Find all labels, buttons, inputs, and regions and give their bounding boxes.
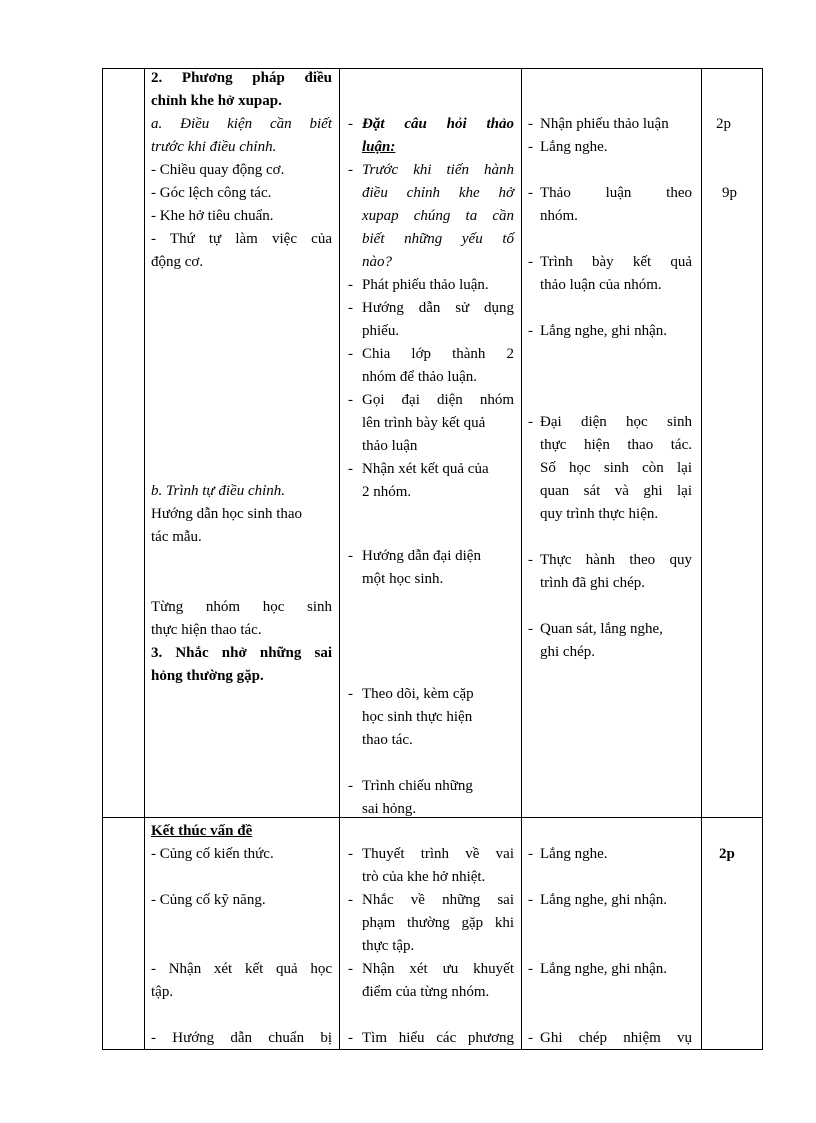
dash-marker: - xyxy=(348,277,353,293)
table-border-right xyxy=(762,68,763,1050)
dash-marker: - xyxy=(528,846,533,862)
dash-marker: - xyxy=(348,548,353,564)
discussion-question-label-line2: luận: xyxy=(362,139,396,155)
column-divider-2 xyxy=(339,68,340,1050)
section-heading-conclusion: Kết thúc vấn đề xyxy=(151,823,253,839)
discussion-question-line: biết những yếu tố xyxy=(362,231,514,247)
section-heading-line2: chỉnh khe hở xupap. xyxy=(151,93,282,109)
dash-marker: - xyxy=(528,116,533,132)
teacher-activity: Chia lớp thành 2 xyxy=(362,346,514,362)
teacher-activity-line: phạm thường gặp khi xyxy=(362,915,514,931)
student-activity-line: ghi chép. xyxy=(540,644,595,660)
column-divider-4 xyxy=(701,68,702,1050)
student-activity-line: thực hiện thao tác. xyxy=(540,437,692,453)
dash-marker: - xyxy=(528,414,533,430)
teacher-activity-line: thực tập. xyxy=(362,938,415,954)
discussion-question-line: xupap chúng ta cần xyxy=(362,208,514,224)
row-divider xyxy=(102,817,763,818)
student-activity: Trình bày kết quả xyxy=(540,254,692,270)
teacher-activity: Nhận xét ưu khuyết xyxy=(362,961,514,977)
list-item: - Chiều quay động cơ. xyxy=(151,162,285,178)
time-value: 9p xyxy=(722,185,737,201)
section-heading-3-line2: hỏng thường gặp. xyxy=(151,668,264,684)
teacher-activity: Nhận xét kết quả của xyxy=(362,461,489,477)
teacher-activity-line: thảo luận xyxy=(362,438,418,454)
dash-marker: - xyxy=(528,139,533,155)
dash-marker: - xyxy=(528,254,533,270)
student-activity-line: nhóm. xyxy=(540,208,578,224)
section-heading: 2. Phương pháp điều xyxy=(151,70,332,86)
list-item-line2: tập. xyxy=(151,984,174,1000)
teacher-activity: Nhắc về những sai xyxy=(362,892,514,908)
student-activity: Đại diện học sinh xyxy=(540,414,692,430)
dash-marker: - xyxy=(528,1030,533,1046)
dash-marker: - xyxy=(348,686,353,702)
discussion-question-line: điều chỉnh khe hở xyxy=(362,185,514,201)
list-item-line2: động cơ. xyxy=(151,254,204,270)
list-item: - Hướng dẫn chuẩn bị xyxy=(151,1030,332,1046)
teacher-activity-line: trò của khe hở nhiệt. xyxy=(362,869,486,885)
student-activity: Lắng nghe, ghi nhận. xyxy=(540,961,668,977)
subsection-a: a. Điều kiện cần biết xyxy=(151,116,332,132)
student-activity-line: quy trình thực hiện. xyxy=(540,506,659,522)
student-activity: Lắng nghe. xyxy=(540,846,608,862)
column-divider-1 xyxy=(144,68,145,1050)
dash-marker: - xyxy=(348,1030,353,1046)
column-divider-3 xyxy=(521,68,522,1050)
teacher-activity: Theo dõi, kèm cặp xyxy=(362,686,474,702)
paragraph-line2: thực hiện thao tác. xyxy=(151,622,262,638)
teacher-activity-line: phiếu. xyxy=(362,323,400,339)
list-item: - Củng cố kiến thức. xyxy=(151,846,274,862)
dash-marker: - xyxy=(528,185,533,201)
discussion-question: Trước khi tiến hành xyxy=(362,162,514,178)
student-activity: Thực hành theo quy xyxy=(540,552,692,568)
teacher-activity: Hướng dẫn đại diện xyxy=(362,548,481,564)
discussion-question-line: nào? xyxy=(362,254,392,270)
paragraph-line2: tác mẫu. xyxy=(151,529,202,545)
dash-marker: - xyxy=(348,961,353,977)
teacher-activity: Trình chiếu những xyxy=(362,778,473,794)
dash-marker: - xyxy=(348,116,353,132)
student-activity-line: quan sát và ghi lại xyxy=(540,483,692,499)
student-activity: Lắng nghe, ghi nhận. xyxy=(540,323,668,339)
list-item: - Nhận xét kết quả học xyxy=(151,961,332,977)
dash-marker: - xyxy=(348,461,353,477)
dash-marker: - xyxy=(348,346,353,362)
dash-marker: - xyxy=(528,323,533,339)
subsection-b: b. Trình tự điều chỉnh. xyxy=(151,483,286,499)
dash-marker: - xyxy=(348,392,353,408)
dash-marker: - xyxy=(348,778,353,794)
teacher-activity-line: lên trình bày kết quả xyxy=(362,415,486,431)
teacher-activity-line: thao tác. xyxy=(362,732,413,748)
dash-marker: - xyxy=(528,552,533,568)
teacher-activity: Phát phiếu thảo luận. xyxy=(362,277,489,293)
dash-marker: - xyxy=(348,892,353,908)
subsection-a-line2: trước khi điều chỉnh. xyxy=(151,139,277,155)
discussion-question-label: Đặt câu hỏi thảo xyxy=(362,116,514,132)
teacher-activity: Thuyết trình về vai xyxy=(362,846,514,862)
teacher-activity: Hướng dẫn sử dụng xyxy=(362,300,514,316)
teacher-activity-line: sai hỏng. xyxy=(362,801,417,817)
student-activity-line: thảo luận của nhóm. xyxy=(540,277,662,293)
dash-marker: - xyxy=(528,892,533,908)
student-activity: Lắng nghe. xyxy=(540,139,608,155)
dash-marker: - xyxy=(348,162,353,178)
list-item: - Thứ tự làm việc của xyxy=(151,231,332,247)
dash-marker: - xyxy=(348,846,353,862)
teacher-activity-line: học sinh thực hiện xyxy=(362,709,473,725)
dash-marker: - xyxy=(528,961,533,977)
list-item: - Góc lệch công tác. xyxy=(151,185,272,201)
teacher-activity-line: 2 nhóm. xyxy=(362,484,412,500)
student-activity: Lắng nghe, ghi nhận. xyxy=(540,892,668,908)
dash-marker: - xyxy=(528,621,533,637)
time-value: 2p xyxy=(719,846,735,862)
list-item: - Củng cố kỹ năng. xyxy=(151,892,266,908)
student-activity: Nhận phiếu thảo luận xyxy=(540,116,669,132)
student-activity-line: Số học sinh còn lại xyxy=(540,460,692,476)
time-value: 2p xyxy=(716,116,731,132)
student-activity: Ghi chép nhiệm vụ xyxy=(540,1030,692,1046)
teacher-activity: Gọi đại diện nhóm xyxy=(362,392,514,408)
teacher-activity-line: điểm của từng nhóm. xyxy=(362,984,490,1000)
student-activity: Quan sát, lắng nghe, xyxy=(540,621,663,637)
student-activity-line: trình đã ghi chép. xyxy=(540,575,645,591)
table-border-left xyxy=(102,68,103,1050)
teacher-activity-line: nhóm để thảo luận. xyxy=(362,369,477,385)
teacher-activity: Tìm hiểu các phương xyxy=(362,1030,514,1046)
list-item: - Khe hở tiêu chuẩn. xyxy=(151,208,274,224)
dash-marker: - xyxy=(348,300,353,316)
paragraph: Từng nhóm học sinh xyxy=(151,599,332,615)
teacher-activity-line: một học sinh. xyxy=(362,571,444,587)
student-activity: Thảo luận theo xyxy=(540,185,692,201)
section-heading-3: 3. Nhắc nhở những sai xyxy=(151,645,332,661)
paragraph: Hướng dẫn học sinh thao xyxy=(151,506,303,522)
